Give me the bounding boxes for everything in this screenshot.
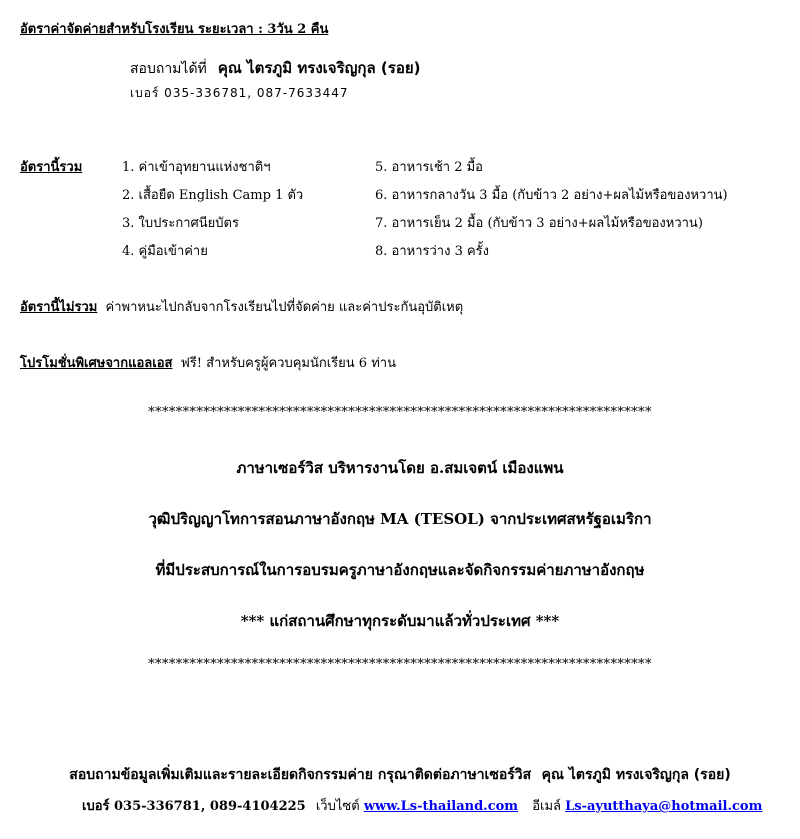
excluded-line bbox=[20, 296, 463, 317]
rate-title: อัตราค่าจัดค่ายสำหรับโรงเรียน ระยะเวลา : 3วัน 2 คืน bbox=[20, 22, 329, 37]
included-item-3: 3. ใบประกาศนียบัตร bbox=[122, 216, 239, 231]
about-line-4: *** แก่สถานศึกษาทุกระดับมาแล้วทั่วประเทศ *** bbox=[240, 612, 560, 630]
contact-name: คุณ ไตรภูมิ ทรงเจริญกุล (รอย) bbox=[217, 59, 421, 77]
included-item-5: 5. อาหารเช้า 2 มื้อ bbox=[375, 160, 483, 175]
separator-top: ************************************************************************* bbox=[148, 405, 652, 420]
excluded-text: ค่าพาหนะไปกลับจากโรงเรียนไปที่จัดค่าย และค่าประกันอุบัติเหตุ bbox=[105, 300, 464, 315]
promotion-label: โปรโมชั่นพิเศษจากแอลเอส bbox=[20, 356, 173, 371]
included-item-4: 4. คู่มือเข้าค่าย bbox=[122, 244, 208, 259]
contact-prefix: สอบถามได้ที่ bbox=[130, 61, 207, 77]
excluded-label: อัตรานี้ไม่รวม bbox=[20, 300, 98, 315]
promotion-line bbox=[20, 352, 396, 373]
included-item-1: 1. ค่าเข้าอุทยานแห่งชาติฯ bbox=[122, 160, 271, 175]
included-item-2: 2. เสื้อยืด English Camp 1 ตัว bbox=[122, 188, 304, 203]
about-line-1: ภาษาเซอร์วิส บริหารงานโดย อ.สมเจตน์ เมืองแพน bbox=[236, 459, 564, 477]
promotion-text: ฟรี! สำหรับครูผู้ควบคุมนักเรียน 6 ท่าน bbox=[180, 356, 396, 371]
website-link[interactable]: www.Ls-thailand.com bbox=[363, 799, 519, 814]
footer-phone: เบอร์ 035-336781, 089-4104225 bbox=[82, 799, 306, 814]
contact-block bbox=[130, 56, 420, 80]
footer-inquiry-name: คุณ ไตรภูมิ ทรงเจริญกุล (รอย) bbox=[541, 767, 731, 783]
included-item-8: 8. อาหารว่าง 3 ครั้ง bbox=[375, 244, 490, 259]
included-label: อัตรานี้รวม bbox=[20, 160, 83, 175]
email-link[interactable]: Ls-ayutthaya@hotmail.com bbox=[565, 799, 763, 814]
included-item-7: 7. อาหารเย็น 2 มื้อ (กับข้าว 3 อย่าง+ผลไม้หรือของหวาน) bbox=[375, 216, 703, 231]
footer-email-label: อีเมล์ bbox=[532, 799, 561, 814]
separator-bottom: ************************************************************************* bbox=[148, 657, 652, 672]
about-line-3: ที่มีประสบการณ์ในการอบรมครูภาษาอังกฤษและจัดกิจกรรมค่ายภาษาอังกฤษ bbox=[155, 561, 645, 579]
contact-phone: เบอร์ 035-336781, 087-7633447 bbox=[130, 86, 349, 100]
footer-website-label: เว็บไซต์ bbox=[315, 799, 360, 814]
included-item-6: 6. อาหารกลางวัน 3 มื้อ (กับข้าว 2 อย่าง+ผลไม้หรือของหวาน) bbox=[375, 188, 728, 203]
footer-inquiry bbox=[0, 764, 800, 786]
footer-inquiry-text: สอบถามข้อมูลเพิ่มเติมและรายละเอียดกิจกรรมค่าย กรุณาติดต่อภาษาเซอร์วิส bbox=[69, 767, 532, 783]
footer-contacts bbox=[82, 795, 762, 816]
about-line-2: วุฒิปริญญาโทการสอนภาษาอังกฤษ MA (TESOL) จากประเทศสหรัฐอเมริกา bbox=[148, 510, 652, 528]
